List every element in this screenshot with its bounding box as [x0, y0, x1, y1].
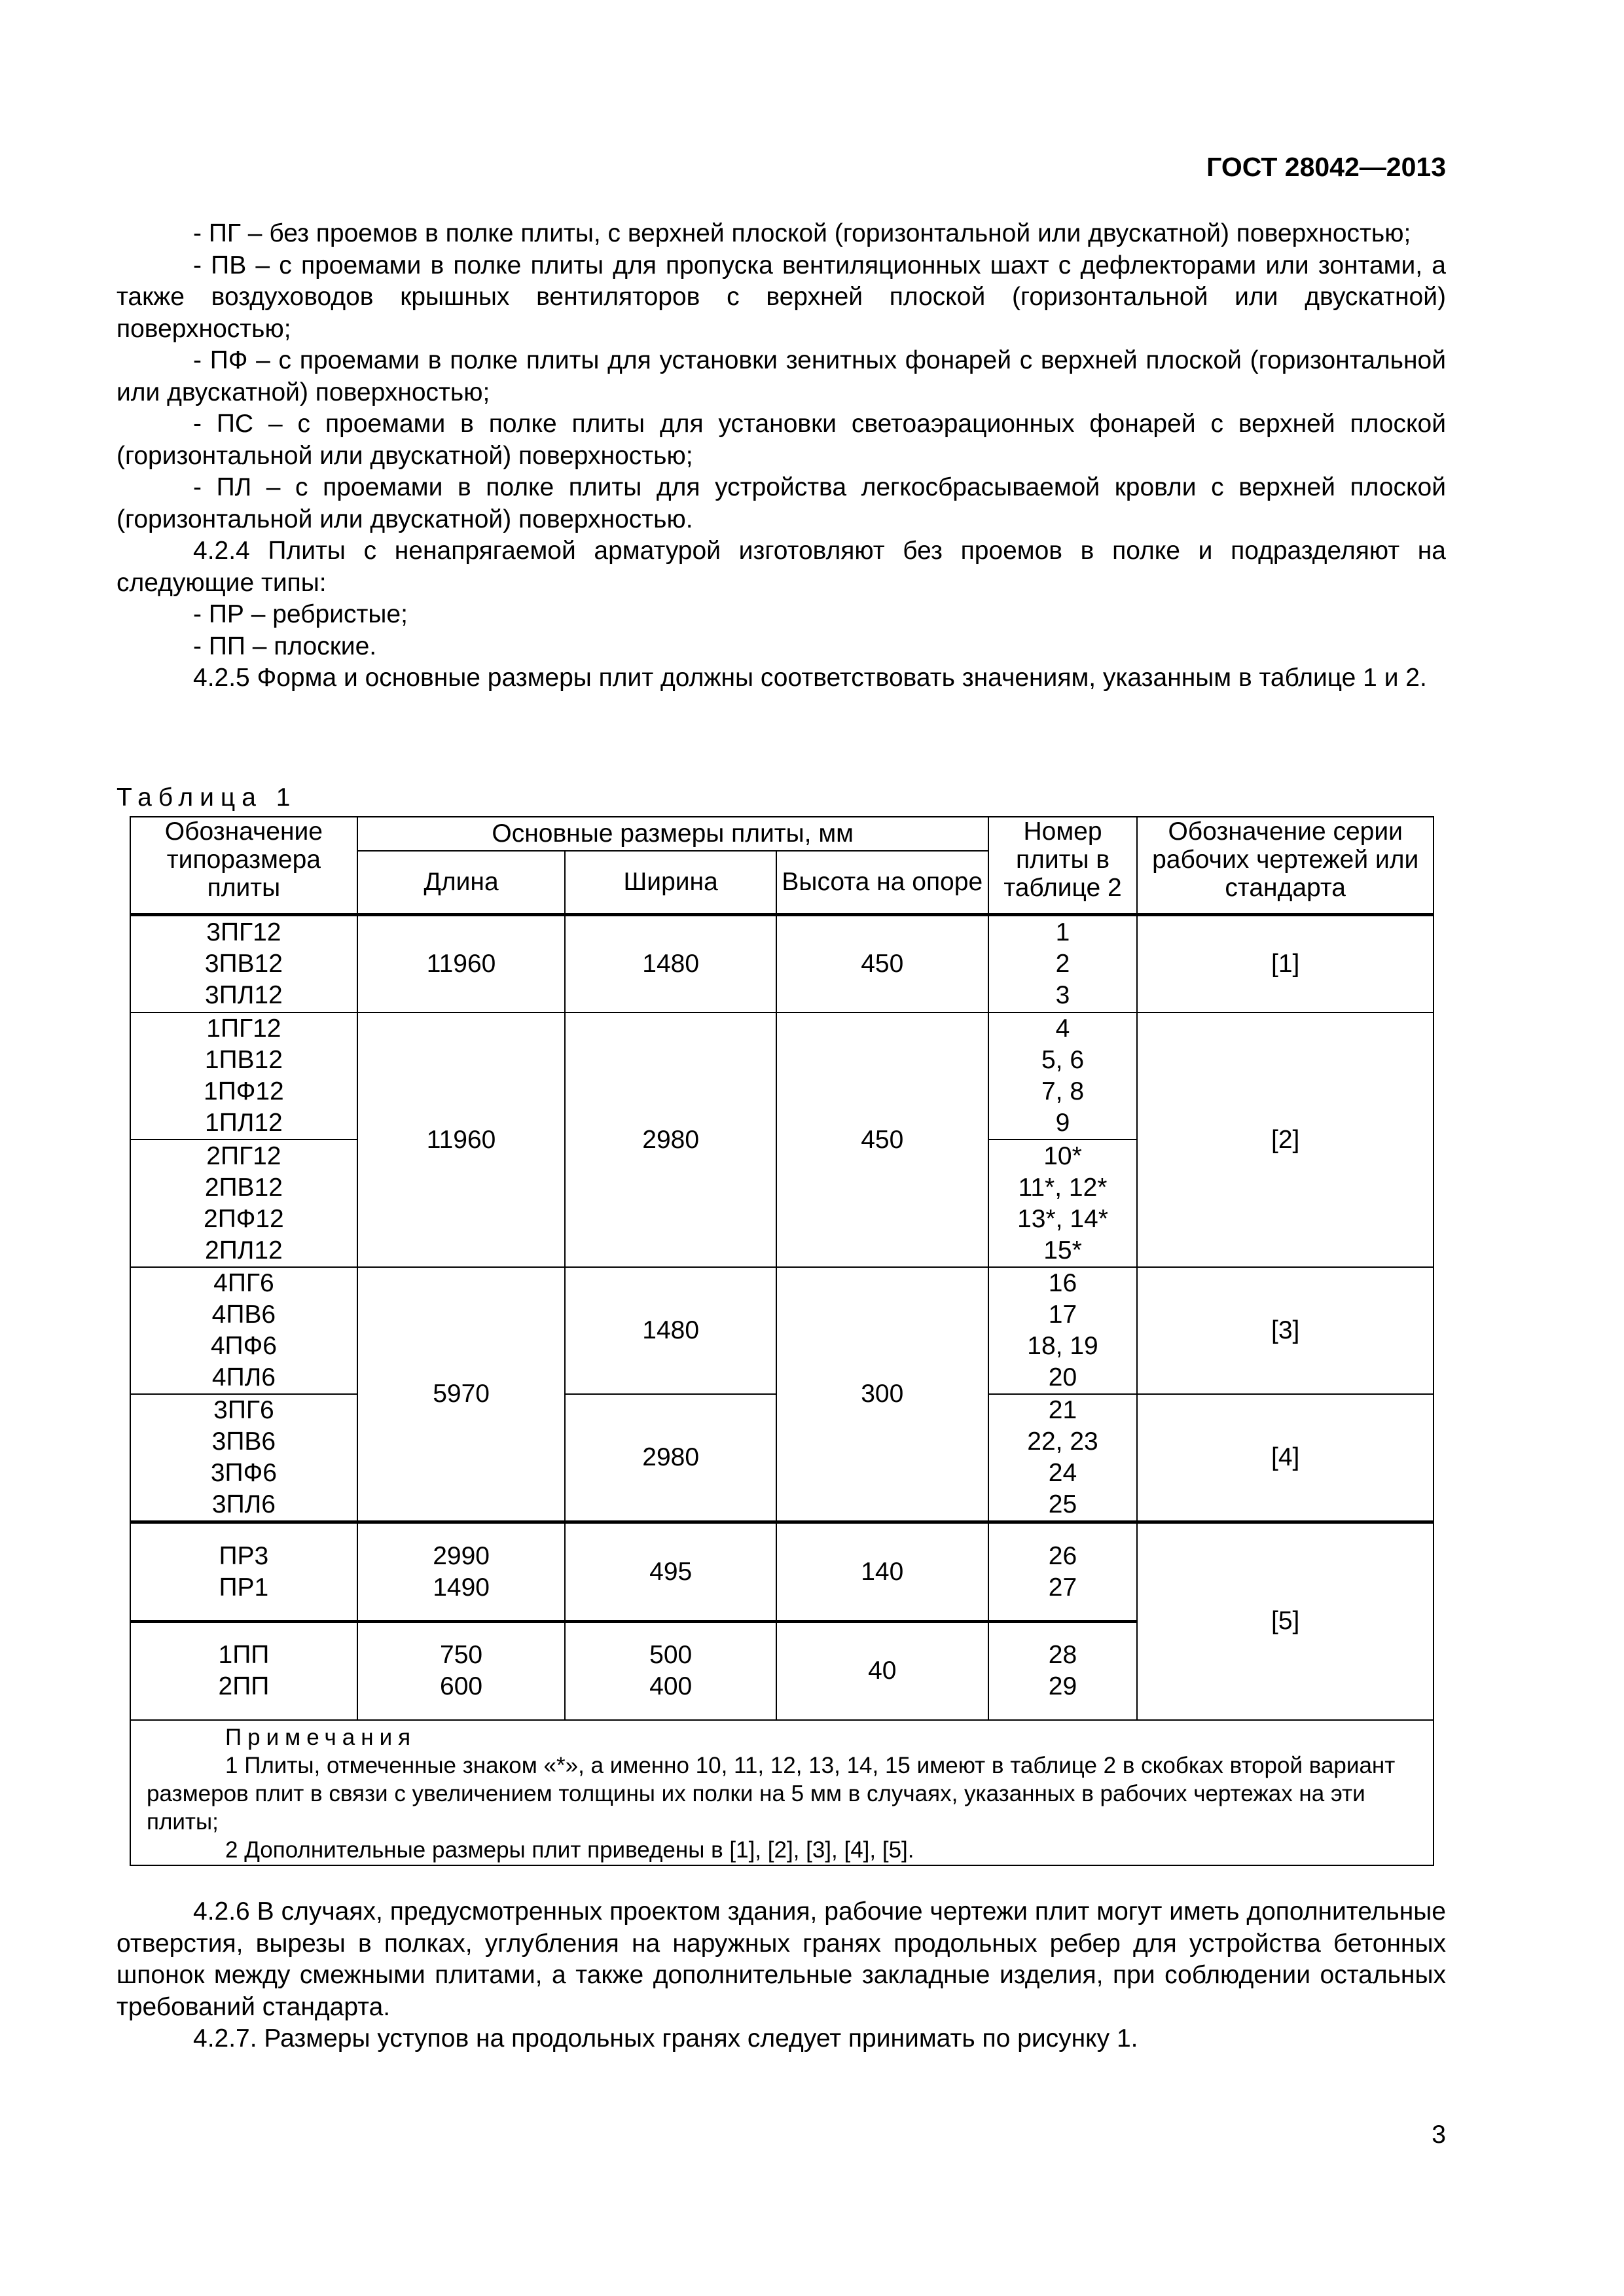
cell-line: 3ПЛ12: [205, 980, 283, 1009]
cell-line: 20: [1048, 1363, 1077, 1391]
designation-cell: [130, 1139, 357, 1267]
paragraph: - ПЛ – с проемами в полке плиты для устройства легкосбрасываемой кровли с верхней плоской (горизонтальной или двускатной) поверхностью.: [117, 473, 1446, 533]
table-row: [130, 1267, 1434, 1394]
cell-line: 1ПФ12: [204, 1077, 284, 1105]
cell-line: 29: [1048, 1672, 1077, 1701]
dimensions-table: [130, 816, 1434, 1866]
height-cell: 40: [776, 1622, 988, 1720]
notes-title: Примечания: [225, 1724, 417, 1750]
number-cell: [988, 1394, 1138, 1522]
length-cell: [357, 1622, 566, 1720]
cell-line: 3: [1055, 980, 1070, 1009]
series-cell: [1]: [1137, 914, 1434, 1013]
paragraph: - ПВ – с проемами в полке плиты для пропуска вентиляционных шахт с дефлекторами или зонтами, а также воздуховодов крышных вентиляторов с верхней плоской (горизонтальной или двускатной) поверхностью;: [117, 251, 1446, 343]
cell-line: 400: [649, 1672, 693, 1701]
body-text-bottom: [117, 1896, 1446, 2055]
cell-line: 10*: [1043, 1141, 1082, 1170]
table-row: [130, 1013, 1434, 1139]
height-cell: 300: [776, 1267, 988, 1522]
cell-line: 2ПФ12: [204, 1204, 284, 1233]
paragraph: 4.2.5 Форма и основные размеры плит должны соответствовать значениям, указанным в таблице 1 и 2.: [193, 664, 1427, 692]
cell-line: 3ПФ6: [210, 1459, 277, 1487]
number-cell: [988, 1267, 1138, 1394]
cell-line: 2ПП: [218, 1672, 270, 1701]
designation-cell: [130, 1394, 357, 1522]
cell-line: 26: [1048, 1541, 1077, 1570]
height-cell: 450: [776, 914, 988, 1013]
designation-cell: [130, 1267, 357, 1394]
cell-line: 2ПВ12: [204, 1173, 283, 1202]
header-width: Ширина: [565, 851, 776, 914]
cell-line: 27: [1048, 1573, 1077, 1602]
cell-line: 3ПГ12: [206, 918, 281, 946]
cell-line: 13*, 14*: [1017, 1204, 1108, 1233]
notes-cell: [130, 1720, 1434, 1865]
designation-cell: [130, 1522, 357, 1622]
cell-line: 3ПЛ6: [211, 1490, 276, 1518]
height-cell: 450: [776, 1013, 988, 1267]
series-cell: [4]: [1137, 1394, 1434, 1522]
cell-line: 16: [1048, 1269, 1077, 1297]
width-cell: 1480: [565, 1267, 776, 1394]
cell-line: 5, 6: [1041, 1046, 1085, 1074]
cell-line: 750: [440, 1641, 483, 1670]
designation-cell: [130, 1622, 357, 1720]
cell-line: ПР1: [219, 1573, 269, 1602]
number-cell: [988, 1622, 1138, 1720]
table-caption: Таблица 1: [117, 783, 297, 812]
cell-line: 1ПГ12: [206, 1014, 281, 1043]
cell-line: 2ПГ12: [206, 1141, 281, 1170]
document-header: ГОСТ 28042—2013: [1206, 152, 1446, 182]
header-height: Высота на опоре: [776, 851, 988, 914]
paragraph: - ПГ – без проемов в полке плиты, с верхней плоской (горизонтальной или двускатной) поверхностью;: [193, 219, 1411, 247]
cell-line: 11*, 12*: [1018, 1173, 1108, 1202]
cell-line: 4ПФ6: [210, 1332, 277, 1360]
length-cell: 11960: [357, 1013, 566, 1267]
cell-line: 24: [1048, 1459, 1077, 1487]
width-cell: 1480: [565, 914, 776, 1013]
cell-line: 25: [1048, 1490, 1077, 1518]
page-number: 3: [1432, 2121, 1446, 2149]
cell-line: 21: [1048, 1396, 1077, 1424]
paragraph: - ПФ – с проемами в полке плиты для установки зенитных фонарей с верхней плоской (горизонтальной или двускатной) поверхностью;: [117, 346, 1446, 406]
cell-line: 1ПВ12: [204, 1046, 283, 1074]
designation-cell: [130, 1013, 357, 1139]
body-text-top: [117, 218, 1446, 694]
cell-line: 4: [1055, 1014, 1070, 1043]
cell-line: 3ПГ6: [213, 1396, 274, 1424]
length-cell: 5970: [357, 1267, 566, 1522]
paragraph: 4.2.6 В случаях, предусмотренных проектом здания, рабочие чертежи плит могут иметь дополнительные отверстия, вырезы в полках, углубления на наружных гранях продольных ребер для устройства бетонных шпонок между смежными плитами, а также дополнительные закладные изделия, при соблюдении остальных требований стандарта.: [117, 1897, 1446, 2021]
cell-line: 9: [1055, 1109, 1070, 1137]
width-cell: 495: [565, 1522, 776, 1622]
paragraph: 4.2.4 Плиты с ненапрягаемой арматурой изготовляют без проемов в полке и подразделяют на следующие типы:: [117, 537, 1446, 597]
cell-line: 500: [649, 1641, 693, 1670]
header-number: Номер плиты в таблице 2: [988, 817, 1138, 914]
width-cell: [565, 1622, 776, 1720]
cell-line: 1: [1055, 918, 1070, 946]
cell-line: 3ПВ6: [211, 1427, 276, 1456]
note-1: 1 Плиты, отмеченные знаком «*», а именно 10, 11, 12, 13, 14, 15 имеют в таблице 2 в скобках второй вариант размеров плит в связи с увеличением толщины их полки на 5 мм в случаях, указанных в рабочих чертежах на эти плиты;: [147, 1752, 1396, 1835]
length-cell: 11960: [357, 914, 566, 1013]
series-cell: [2]: [1137, 1013, 1434, 1267]
table-row: [130, 914, 1434, 1013]
number-cell: [988, 1013, 1138, 1139]
number-cell: [988, 1139, 1138, 1267]
notes-row: [130, 1720, 1434, 1865]
cell-line: 22, 23: [1027, 1427, 1098, 1456]
length-cell: [357, 1522, 566, 1622]
paragraph: - ПР – ребристые;: [193, 600, 408, 628]
number-cell: [988, 1522, 1138, 1622]
header-designation: Обозначение типоразмера плиты: [130, 817, 357, 914]
paragraph: 4.2.7. Размеры уступов на продольных гранях следует принимать по рисунку 1.: [193, 2024, 1138, 2053]
series-cell: [5]: [1137, 1522, 1434, 1720]
header-series: Обозначение серии рабочих чертежей или стандарта: [1137, 817, 1434, 914]
header-length: Длина: [357, 851, 566, 914]
width-cell: 2980: [565, 1394, 776, 1522]
cell-line: 18, 19: [1027, 1332, 1098, 1360]
cell-line: 15*: [1043, 1236, 1082, 1265]
cell-line: 7, 8: [1041, 1077, 1085, 1105]
cell-line: 1ПЛ12: [205, 1109, 283, 1137]
cell-line: 4ПГ6: [213, 1269, 274, 1297]
cell-line: 2: [1055, 949, 1070, 978]
cell-line: 1490: [433, 1573, 490, 1602]
paragraph: - ПП – плоские.: [193, 632, 377, 660]
number-cell: [988, 914, 1138, 1013]
table-row: [130, 1522, 1434, 1622]
paragraph: - ПС – с проемами в полке плиты для установки светоаэрационных фонарей с верхней плоской (горизонтальной или двускатной) поверхностью;: [117, 410, 1446, 470]
cell-line: 17: [1048, 1300, 1077, 1329]
cell-line: 4ПВ6: [211, 1300, 276, 1329]
note-2: 2 Дополнительные размеры плит приведены в [1], [2], [3], [4], [5].: [225, 1837, 914, 1863]
header-main-dims: Основные размеры плиты, мм: [357, 817, 988, 851]
cell-line: 3ПВ12: [204, 949, 283, 978]
series-cell: [3]: [1137, 1267, 1434, 1394]
cell-line: 1ПП: [218, 1641, 270, 1670]
cell-line: 600: [440, 1672, 483, 1701]
cell-line: 2990: [433, 1541, 490, 1570]
cell-line: 2ПЛ12: [205, 1236, 283, 1265]
cell-line: 28: [1048, 1641, 1077, 1670]
designation-cell: [130, 914, 357, 1013]
height-cell: 140: [776, 1522, 988, 1622]
cell-line: 4ПЛ6: [211, 1363, 276, 1391]
cell-line: ПР3: [219, 1541, 269, 1570]
width-cell: 2980: [565, 1013, 776, 1267]
